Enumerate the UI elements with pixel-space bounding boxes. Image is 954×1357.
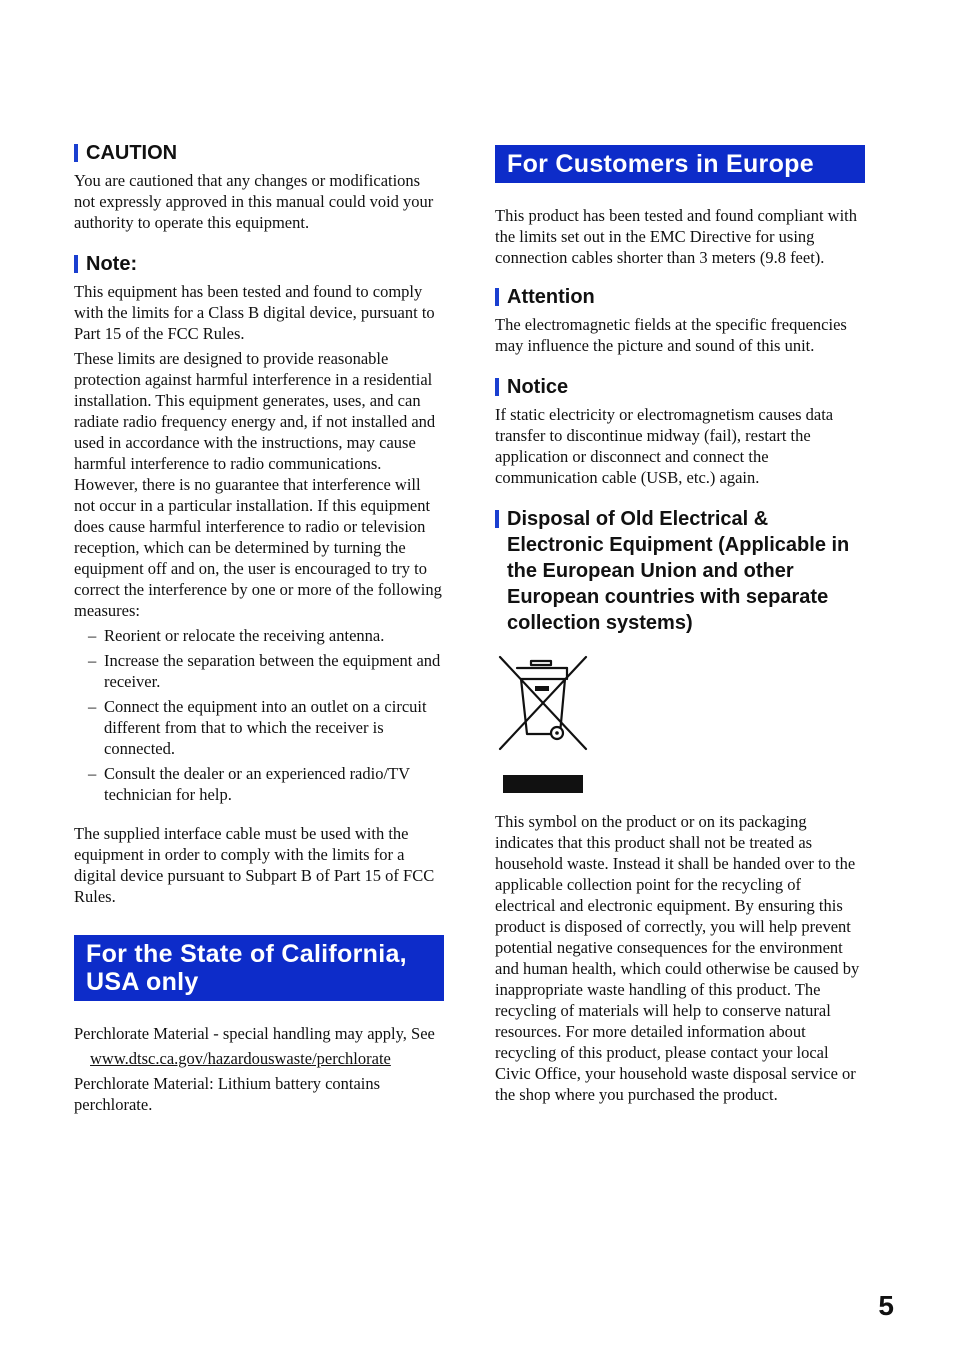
measure-text: Increase the separation between the equipment and receiver.	[104, 651, 441, 691]
heading-marker-icon	[495, 288, 499, 306]
note-paragraph-3: The supplied interface cable must be used with the equipment in order to comply with the limits for a digital device pursuant to Subpart B of Part 15 of FCC Rules.	[74, 824, 435, 906]
disposal-heading	[495, 506, 865, 636]
right-column	[495, 145, 865, 1109]
note-paragraph-1: This equipment has been tested and found to comply with the limits for a Class B digital device, pursuant to Part 15 of the FCC Rules.	[74, 282, 435, 343]
list-item	[74, 625, 444, 646]
disposal-text: This symbol on the product or on its packaging indicates that this product shall not be treated as household waste. Instead it shall be handed over to the applicable collection point for the recycling of electrical and electronic equipment. By ensuring this product is disposed of correctly, you will help prevent potential negative consequences for the environment and human health, which could otherwise be caused by inappropriate waste handling of this product. The recycling of materials will help to conserve natural resources. For more detailed information about recycling of this product, please contact your local Civic Office, your household waste disposal service or the shop where you purchased the product.	[495, 812, 860, 1104]
measures-list	[74, 625, 444, 805]
california-paragraph-2: Perchlorate Material: Lithium battery contains perchlorate.	[74, 1074, 381, 1114]
caution-text: You are cautioned that any changes or modifications not expressly approved in this manual could void your authority to operate this equipment.	[74, 171, 434, 232]
notice-section	[495, 374, 865, 488]
measure-text: Consult the dealer or an experienced radio/TV technician for help.	[104, 764, 410, 804]
disposal-heading-text: Disposal of Old Electrical & Electronic Equipment (Applicable in the European Union and other European countries with separate collection systems)	[507, 508, 850, 634]
attention-section	[495, 284, 865, 356]
measure-text: Reorient or relocate the receiving antenna.	[104, 626, 385, 645]
note-section	[74, 251, 444, 907]
caution-section	[74, 140, 444, 233]
crossed-out-wheelie-bin-icon	[497, 654, 589, 793]
note-heading	[74, 251, 444, 277]
heading-marker-icon	[495, 378, 499, 396]
europe-section	[495, 145, 865, 268]
perchlorate-link[interactable]: www.dtsc.ca.gov/hazardouswaste/perchlorate	[90, 1049, 391, 1068]
dash-bullet: –	[88, 651, 97, 670]
california-section	[74, 935, 444, 1115]
heading-marker-icon	[74, 144, 78, 162]
dash-bullet: –	[88, 697, 97, 716]
california-banner: For the State of California, USA only	[74, 935, 444, 1001]
attention-heading	[495, 284, 865, 310]
attention-heading-text: Attention	[507, 286, 595, 308]
heading-marker-icon	[74, 255, 78, 273]
measure-text: Connect the equipment into an outlet on a circuit different from that to which the receiver is connected.	[104, 697, 427, 758]
dash-bullet: –	[88, 764, 97, 783]
notice-text: If static electricity or electromagnetism causes data transfer to discontinue midway (fail), restart the application or disconnect and connect the communication cable (USB, etc.) again.	[495, 405, 834, 487]
dash-bullet: –	[88, 626, 97, 645]
heading-marker-icon	[495, 510, 499, 528]
attention-text: The electromagnetic fields at the specific frequencies may influence the picture and sound of this unit.	[495, 315, 847, 355]
wheelie-bin-svg	[497, 654, 589, 752]
europe-banner: For Customers in Europe	[495, 145, 865, 183]
caution-heading-text: CAUTION	[86, 142, 178, 164]
europe-text: This product has been tested and found compliant with the limits set out in the EMC Directive for using connection cables shorter than 3 meters (9.8 feet).	[495, 206, 858, 267]
list-item	[74, 696, 444, 759]
caution-heading	[74, 140, 444, 166]
note-paragraph-2: These limits are designed to provide reasonable protection against harmful interference in a residential installation. This equipment generates, uses, and can radiate radio frequency energy and, if not installed and used in accordance with the instructions, may cause harmful interference to radio communications. However, there is no guarantee that interference will not occur in a particular installation. If this equipment does cause harmful interference to radio or television reception, which can be determined by turning the equipment off and on, the user is encouraged to try to correct the interference by one or more of the following measures:	[74, 349, 442, 620]
page-number: 5	[878, 1290, 894, 1321]
notice-heading	[495, 374, 865, 400]
list-item	[74, 650, 444, 692]
list-item	[74, 763, 444, 805]
notice-heading-text: Notice	[507, 376, 569, 398]
disposal-section	[495, 506, 865, 1105]
california-paragraph-1: Perchlorate Material - special handling may apply, See	[74, 1024, 435, 1043]
left-column	[74, 140, 444, 1119]
weee-underline-bar	[503, 775, 583, 793]
note-heading-text: Note:	[86, 253, 138, 275]
